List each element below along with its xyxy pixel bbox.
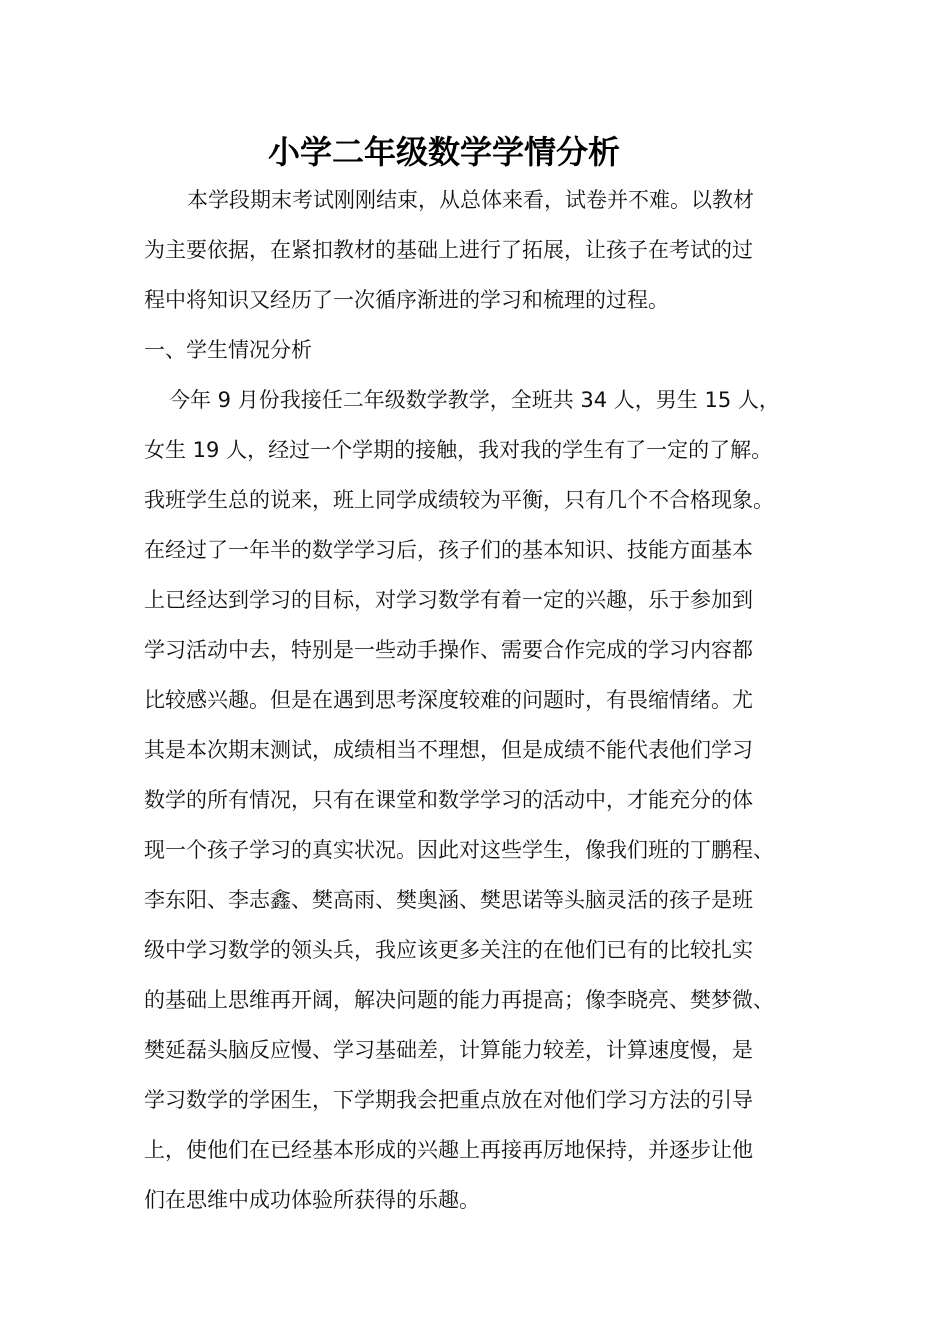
- section1-line-15: 学习数学的学困生，下学期我会把重点放在对他们学习方法的引导: [144, 1088, 753, 1112]
- section1-line-6: 学习活动中去，特别是一些动手操作、需要合作完成的学习内容都: [144, 638, 753, 662]
- section1-line-5: 上已经达到学习的目标，对学习数学有着一定的兴趣，乐于参加到: [144, 588, 753, 612]
- section1-line-14: 樊延磊头脑反应慢、学习基础差，计算能力较差，计算速度慢，是: [144, 1038, 753, 1062]
- section1-line-11: 李东阳、李志鑫、樊高雨、樊奥涵、樊思诺等头脑灵活的孩子是班: [144, 888, 753, 912]
- section1-line-13: 的基础上思维再开阔，解决问题的能力再提高；像李晓亮、樊梦微、: [144, 988, 774, 1012]
- section1-line-16: 上，使他们在已经基本形成的兴趣上再接再厉地保持，并逐步让他: [144, 1138, 753, 1162]
- section1-line-8: 其是本次期末测试，成绩相当不理想，但是成绩不能代表他们学习: [144, 738, 753, 762]
- intro-line-3: 程中将知识又经历了一次循序渐进的学习和梳理的过程。: [144, 288, 669, 312]
- section1-line-4: 在经过了一年半的数学学习后，孩子们的基本知识、技能方面基本: [144, 538, 753, 562]
- section1-line-3: 我班学生总的说来，班上同学成绩较为平衡，只有几个不合格现象。: [144, 488, 774, 512]
- intro-line-1: 本学段期末考试刚刚结束，从总体来看，试卷并不难。以教材: [187, 188, 754, 212]
- intro-line-2: 为主要依据，在紧扣教材的基础上进行了拓展，让孩子在考试的过: [144, 238, 753, 262]
- section1-line-1: 今年 9 月份我接任二年级数学教学，全班共 34 人，男生 15 人，: [169, 388, 780, 412]
- section1-line-9: 数学的所有情况，只有在课堂和数学学习的活动中，才能充分的体: [144, 788, 753, 812]
- section1-line-17: 们在思维中成功体验所获得的乐趣。: [144, 1188, 480, 1212]
- section1-line-7: 比较感兴趣。但是在遇到思考深度较难的问题时，有畏缩情绪。尤: [144, 688, 753, 712]
- section1-line-12: 级中学习数学的领头兵，我应该更多关注的在他们已有的比较扎实: [144, 938, 753, 962]
- section1-line-2: 女生 19 人，经过一个学期的接触，我对我的学生有了一定的了解。: [144, 438, 773, 462]
- section1-line-10: 现一个孩子学习的真实状况。因此对这些学生，像我们班的丁鹏程、: [144, 838, 774, 862]
- section-heading: 一、学生情况分析: [144, 338, 312, 362]
- document-title: 小学二年级数学学情分析: [267, 133, 620, 171]
